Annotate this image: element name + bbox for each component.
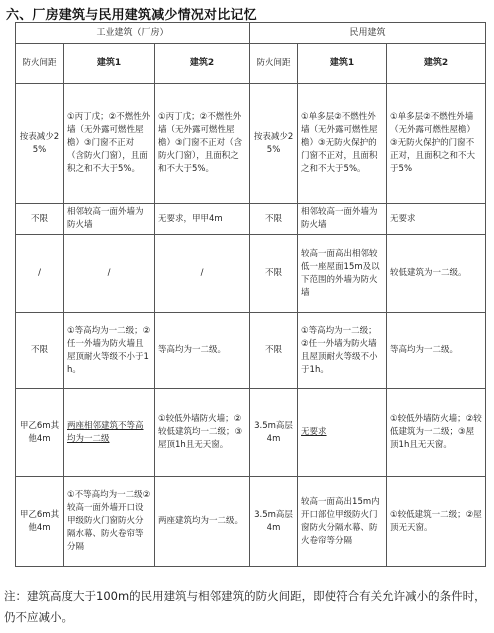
industrial-header: 工业建筑（厂房）	[16, 23, 250, 44]
ind-distance-cell: /	[16, 235, 64, 313]
civ-distance-cell: 3.5m高层4m	[250, 389, 298, 477]
table-row	[16, 477, 486, 567]
ind-building2-cell: 无要求，甲甲4m	[155, 204, 250, 235]
civ-building1-cell: 较高一面高出相邻较低一座屋面15m及以下范围的外墙为防火墙	[298, 235, 387, 313]
ind-building1-header: 建筑1	[64, 44, 155, 84]
ind-building1-cell: /	[64, 235, 155, 313]
civ-distance-cell: 不限	[250, 235, 298, 313]
civ-building1-cell: 相邻较高一面外墙为防火墙	[298, 204, 387, 235]
ind-building1-cell: ①丙丁戊；②不燃性外墙（无外露可燃性屋檐）③门窗不正对（含防火门窗），且面积之和不大于5%。	[64, 84, 155, 204]
page-title: 六、厂房建筑与民用建筑减少情况对比记忆	[6, 8, 257, 23]
ind-distance-cell: 按表减少25%	[16, 84, 64, 204]
ind-distance-cell: 甲乙6m其他4m	[16, 477, 64, 567]
ind-building2-header: 建筑2	[155, 44, 250, 84]
civ-building2-cell: 较低建筑为一二级。	[387, 235, 486, 313]
footnote: 注：建筑高度大于100m的民用建筑与相邻建筑的防火间距，即使符合有关允许减小的条件时，仍不应减小。	[4, 589, 486, 624]
table-row	[16, 389, 486, 477]
civ-building2-cell: ①单多层②不燃性外墙（无外露可燃性屋檐）③无防火保护的门窗不正对，且面积之和不大于5%	[387, 84, 486, 204]
civ-distance-cell: 不限	[250, 313, 298, 389]
civ-distance-cell: 3.5m高层4m	[250, 477, 298, 567]
civ-building2-cell: 无要求	[387, 204, 486, 235]
ind-building1-cell: 相邻较高一面外墙为防火墙	[64, 204, 155, 235]
ind-building2-cell: /	[155, 235, 250, 313]
ind-distance-cell: 不限	[16, 313, 64, 389]
civ-building2-cell: ①较低建筑一二级；②屋顶无天窗。	[387, 477, 486, 567]
civ-building1-cell: 无要求	[298, 389, 387, 477]
civ-distance-cell: 不限	[250, 204, 298, 235]
ind-building2-cell: 等高均为一二级。	[155, 313, 250, 389]
table-row	[16, 313, 486, 389]
civ-building1-header: 建筑1	[298, 44, 387, 84]
ind-distance-header: 防火间距	[16, 44, 64, 84]
civ-distance-header: 防火间距	[250, 44, 298, 84]
civ-building2-cell: ①较低外墙防火墙；②较低建筑为一二级；③屋顶1h且无天窗。	[387, 389, 486, 477]
civ-building1-cell: 较高一面高出15m内开口部位甲级防火门窗防火分隔水幕、防火卷帘等分隔	[298, 477, 387, 567]
ind-building1-cell: 两座相邻建筑不等高均为一二级	[64, 389, 155, 477]
ind-building2-cell: ①较低外墙防火墙；②较低建筑均一二级；③屋顶1h且无天窗。	[155, 389, 250, 477]
civ-building1-cell: ①等高均为一二级；②任一外墙为防火墙且屋顶耐火等级不小于1h。	[298, 313, 387, 389]
civil-header: 民用建筑	[250, 23, 486, 44]
comparison-table	[15, 22, 486, 567]
ind-distance-cell: 甲乙6m其他4m	[16, 389, 64, 477]
ind-distance-cell: 不限	[16, 204, 64, 235]
table-row	[16, 235, 486, 313]
civ-distance-cell: 按表减少25%	[250, 84, 298, 204]
ind-building2-cell: 两座建筑均为一二级。	[155, 477, 250, 567]
table-row	[16, 84, 486, 204]
ind-building2-cell: ①丙丁戊；②不燃性外墙（无外露可燃性屋檐）③门窗不正对（含防火门窗），且面积之和不大于5%。	[155, 84, 250, 204]
civ-building2-cell: 等高均为一二级。	[387, 313, 486, 389]
civ-building2-header: 建筑2	[387, 44, 486, 84]
ind-building1-cell: ①等高均为一二级；②任一外墙为防火墙且屋顶耐火等级不小于1h。	[64, 313, 155, 389]
ind-building1-cell: ①不等高均为一二级②较高一面外墙开口设甲级防火门窗防火分隔水幕、防火卷帘等分隔	[64, 477, 155, 567]
civ-building1-cell: ①单多层②不燃性外墙（无外露可燃性屋檐）③无防火保护的门窗不正对，且面积之和不大于5%。	[298, 84, 387, 204]
table-row	[16, 204, 486, 235]
